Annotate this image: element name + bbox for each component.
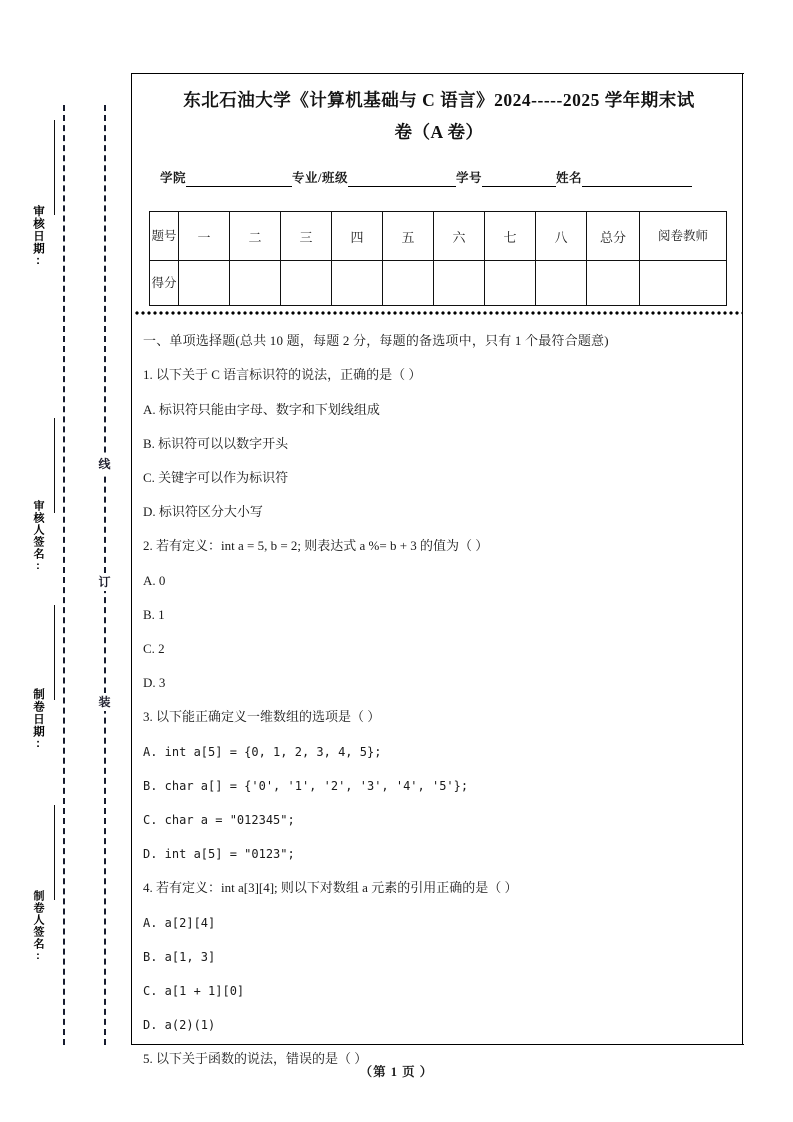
column-header-6: 六 xyxy=(434,212,485,261)
column-header-2: 二 xyxy=(230,212,281,261)
major-class-blank[interactable] xyxy=(348,172,456,187)
question-1-stem: 1. 以下关于 C 语言标识符的说法，正确的是（ ） xyxy=(143,367,422,382)
column-header-total: 总分 xyxy=(587,212,640,261)
student-name-field[interactable] xyxy=(556,168,692,187)
column-header-3: 三 xyxy=(281,212,332,261)
exam-header xyxy=(143,84,735,148)
table-row-scores xyxy=(150,261,727,306)
binding-margin xyxy=(0,0,131,1122)
score-cell-7[interactable] xyxy=(485,261,536,306)
major-class-label: 专业/班级 xyxy=(292,171,348,185)
question-2-option-d[interactable]: D. 3 xyxy=(143,675,166,690)
binding-rule-3 xyxy=(54,605,55,700)
reviewer-signature-label: 审核人签名: xyxy=(32,500,44,573)
college-label: 学院 xyxy=(160,171,187,185)
exam-body xyxy=(143,332,737,1085)
score-cell-8[interactable] xyxy=(536,261,587,306)
question-4-option-d[interactable]: D. a(2)(1) xyxy=(143,1018,216,1032)
student-name-label: 姓名 xyxy=(556,171,583,185)
fold-mark-xian: 线 xyxy=(98,457,111,471)
column-header-grading-teacher: 阅卷教师 xyxy=(640,212,727,261)
student-id-field[interactable] xyxy=(456,168,556,187)
production-date-label: 制卷日期: xyxy=(32,688,44,751)
column-header-5: 五 xyxy=(383,212,434,261)
section-heading-multiple-choice: 一、单项选择题(总共 10 题，每题 2 分，每题的备选项中，只有 1 个最符合题意) xyxy=(143,333,609,348)
score-cell-1[interactable] xyxy=(179,261,230,306)
question-4-option-a[interactable]: A. a[2][4] xyxy=(143,916,216,930)
score-cell-total[interactable] xyxy=(587,261,640,306)
question-2-option-c[interactable]: C. 2 xyxy=(143,641,165,656)
binding-rule-4 xyxy=(54,805,55,900)
question-2-option-a[interactable]: A. 0 xyxy=(143,573,166,588)
score-cell-3[interactable] xyxy=(281,261,332,306)
major-class-field[interactable] xyxy=(292,168,456,187)
question-3-stem: 3. 以下能正确定义一维数组的选项是（ ） xyxy=(143,709,381,724)
fold-mark-ding: 订 xyxy=(98,575,111,589)
page-number-indicator: （第 1 页 ） xyxy=(359,1065,434,1079)
exam-title-line-2: 卷（A 卷） xyxy=(394,122,484,142)
producer-signature-label: 制卷人签名: xyxy=(32,890,44,963)
question-1-option-c[interactable]: C. 关键字可以作为标识符 xyxy=(143,470,289,485)
score-cell-2[interactable] xyxy=(230,261,281,306)
score-cell-grading-teacher[interactable] xyxy=(640,261,727,306)
question-number-row-header: 题号 xyxy=(150,212,179,261)
column-header-7: 七 xyxy=(485,212,536,261)
binding-rule-1 xyxy=(54,120,55,215)
question-3-option-c[interactable]: C. char a = "012345"; xyxy=(143,813,295,827)
section-dotted-separator xyxy=(134,311,742,315)
question-4-stem: 4. 若有定义：int a[3][4]; 则以下对数组 a 元素的引用正确的是（ ） xyxy=(143,880,518,895)
question-3-option-a[interactable]: A. int a[5] = {0, 1, 2, 3, 4, 5}; xyxy=(143,745,382,759)
review-date-label: 审核日期: xyxy=(32,205,44,268)
binding-dashed-line-outer xyxy=(63,105,65,1045)
column-header-1: 一 xyxy=(179,212,230,261)
student-info-line xyxy=(160,168,718,187)
student-id-blank[interactable] xyxy=(482,172,556,187)
column-header-4: 四 xyxy=(332,212,383,261)
binding-rule-2 xyxy=(54,418,55,513)
question-3-option-d[interactable]: D. int a[5] = "0123"; xyxy=(143,847,295,861)
page-footer xyxy=(0,1062,793,1080)
exam-title-line-1: 东北石油大学《计算机基础与 C 语言》2024-----2025 学年期末试 xyxy=(183,90,695,110)
question-5-stem: 5. 以下关于函数的说法，错误的是（ ） xyxy=(143,1051,368,1066)
fold-mark-zhuang: 装 xyxy=(98,695,111,709)
column-header-8: 八 xyxy=(536,212,587,261)
score-cell-5[interactable] xyxy=(383,261,434,306)
score-cell-6[interactable] xyxy=(434,261,485,306)
college-blank[interactable] xyxy=(186,172,292,187)
question-4-option-b[interactable]: B. a[1, 3] xyxy=(143,950,216,964)
score-row-header: 得分 xyxy=(150,261,179,306)
score-cell-4[interactable] xyxy=(332,261,383,306)
page-title xyxy=(143,84,735,148)
student-name-blank[interactable] xyxy=(582,172,692,187)
question-4-option-c[interactable]: C. a[1 + 1][0] xyxy=(143,984,245,998)
question-1-option-d[interactable]: D. 标识符区分大小写 xyxy=(143,504,263,519)
question-1-option-a[interactable]: A. 标识符只能由字母、数字和下划线组成 xyxy=(143,402,380,417)
table-row-question-numbers xyxy=(150,212,727,261)
college-field[interactable] xyxy=(160,168,292,187)
student-id-label: 学号 xyxy=(456,171,483,185)
question-2-stem: 2. 若有定义：int a = 5, b = 2; 则表达式 a %= b + 3 的值为（ ） xyxy=(143,538,489,553)
score-table xyxy=(149,211,727,306)
question-1-option-b[interactable]: B. 标识符可以以数字开头 xyxy=(143,436,289,451)
question-2-option-b[interactable]: B. 1 xyxy=(143,607,165,622)
question-3-option-b[interactable]: B. char a[] = {'0', '1', '2', '3', '4', '5'}; xyxy=(143,779,469,793)
